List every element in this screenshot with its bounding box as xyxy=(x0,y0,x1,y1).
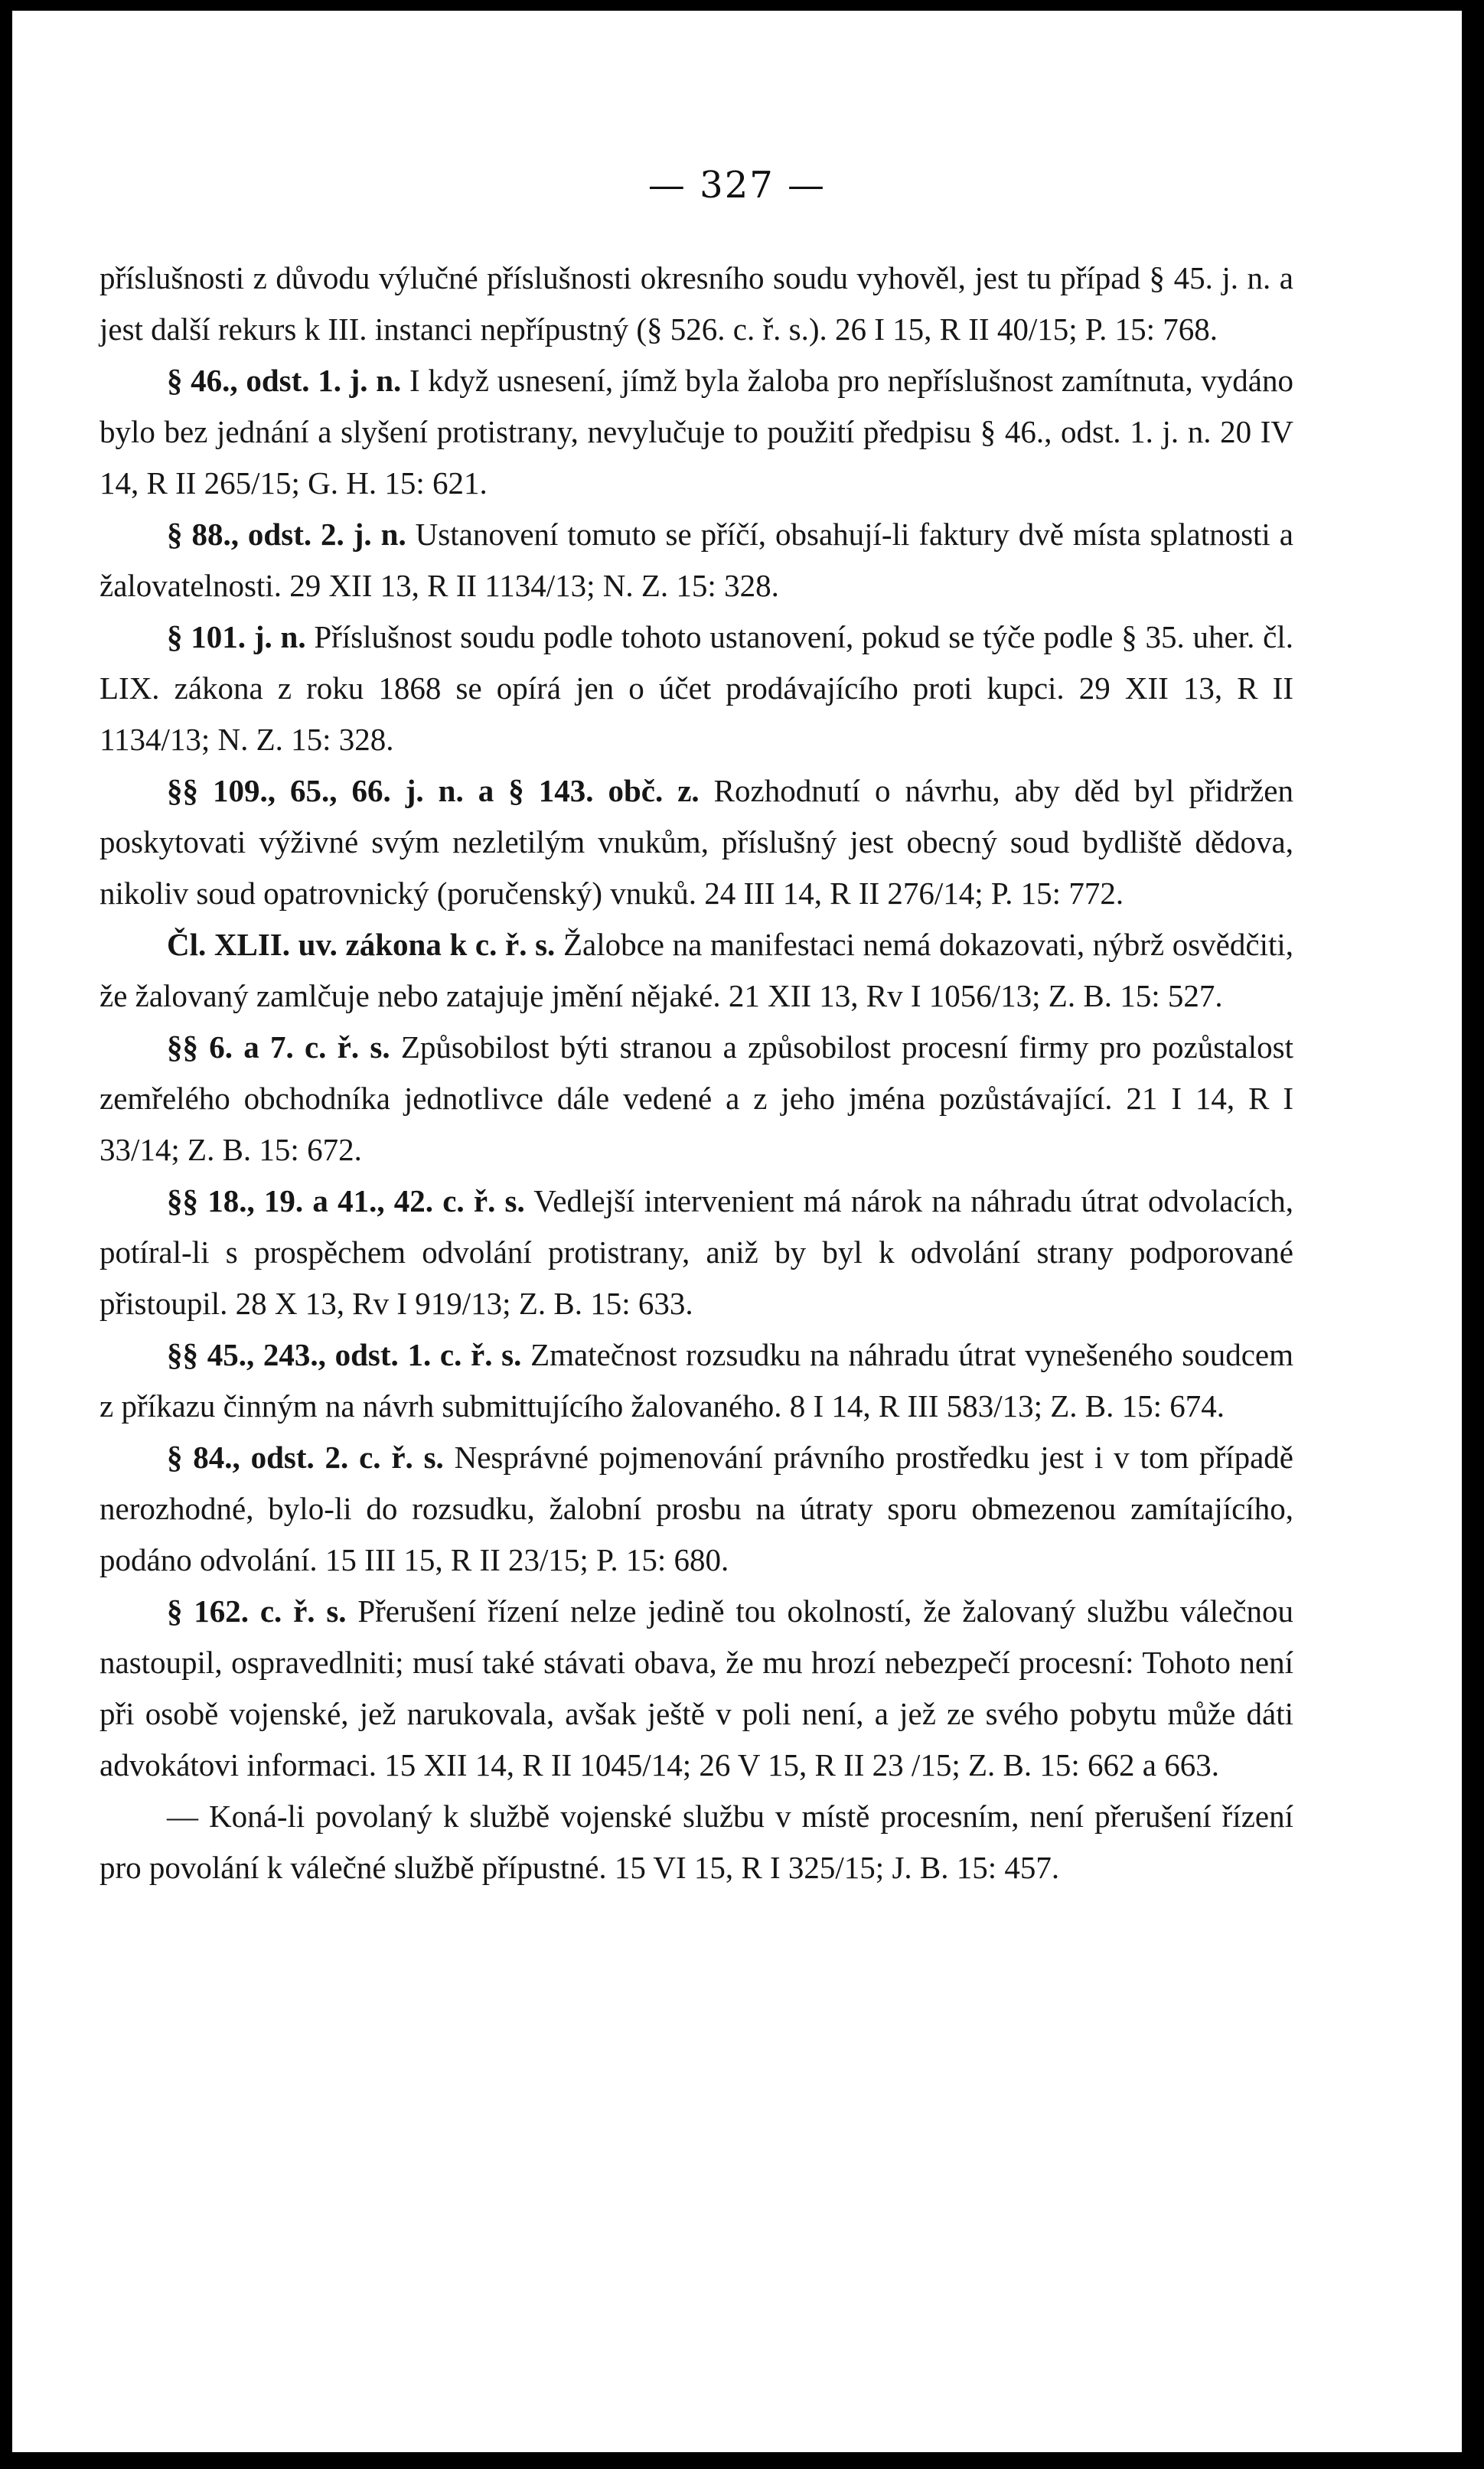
paragraph-text: Ustanovení tomuto se příčí, obsahují-li faktury dvě místa splatnosti a žalovatelnosti. 29 XII 13, R II 1134/13; N. Z. 15: 328. xyxy=(99,517,1293,603)
paragraph-text: Přerušení řízení nelze jedině tou okolností, že žalovaný službu válečnou nastoupil, ospravedlniti; musí také stávati obava, že mu hrozí nebezpečí procesní: Tohoto není při osobě vojenské, jež narukovala, avšak ještě v poli není, a jež ze svého pobytu může dáti advokátovi informaci. 15 XII 14, R II 1045/14; 26 V 15, R II 23 /15; Z. B. 15: 662 a 663. xyxy=(99,1593,1293,1782)
paragraph xyxy=(99,1586,1293,1791)
paragraph-heading: § 46., odst. 1. j. n. xyxy=(167,363,402,398)
paragraph-text: Způsobilost býti stranou a způsobilost procesní firmy pro pozůstalost zemřelého obchodníka jednotlivce dále vedené a z jeho jména pozůstávající. 21 I 14, R I 33/14; Z. B. 15: 672. xyxy=(99,1029,1293,1167)
paragraph xyxy=(99,765,1293,919)
paragraph xyxy=(99,1432,1293,1586)
paragraph-text: Rozhodnutí o návrhu, aby děd byl přidržen poskytovati výživné svým nezletilým vnukům, příslušný jest obecný soud bydliště dědova, nikoliv soud opatrovnický (poručenský) vnuků. 24 III 14, R II 276/14; P. 15: 772. xyxy=(99,773,1293,911)
paragraph-heading: § 88., odst. 2. j. n. xyxy=(167,517,406,552)
paragraph-heading: § 162. c. ř. s. xyxy=(167,1593,347,1629)
paragraph-text: příslušnosti z důvodu výlučné příslušnosti okresního soudu vyhověl, jest tu případ § 45. j. n. a jest další rekurs k III. instanci nepřípustný (§ 526. c. ř. s.). 26 I 15, R II 40/15; P. 15: 768. xyxy=(99,260,1293,347)
paragraph-text: Vedlejší intervenient má nárok na náhradu útrat odvolacích, potíral-li s prospěchem odvolání protistrany, aniž by byl k odvolání strany podporované přistoupil. 28 X 13, Rv I 919/13; Z. B. 15: 633. xyxy=(99,1183,1293,1321)
page-number: — 327 — xyxy=(647,164,827,207)
paragraph xyxy=(99,1791,1293,1893)
book-page xyxy=(12,11,1462,2452)
paragraph xyxy=(99,253,1293,355)
paragraph-heading: §§ 45., 243., odst. 1. c. ř. s. xyxy=(167,1337,522,1372)
paragraph xyxy=(99,919,1293,1022)
paragraph-text: Příslušnost soudu podle tohoto ustanovení, pokud se týče podle § 35. uher. čl. LIX. zákona z roku 1868 se opírá jen o účet prodávajícího proti kupci. 29 XII 13, R II 1134/13; N. Z. 15: 328. xyxy=(99,619,1293,757)
paragraph-heading: §§ 109., 65., 66. j. n. a § 143. obč. z. xyxy=(167,773,700,808)
paragraph-text: Zmatečnost rozsudku na náhradu útrat vynešeného soudcem z příkazu činným na návrh submittujícího žalovaného. 8 I 14, R III 583/13; Z. B. 15: 674. xyxy=(99,1337,1294,1424)
paragraph-text: Nesprávné pojmenování právního prostředku jest i v tom případě nerozhodné, bylo-li do rozsudku, žalobní prosbu na útraty sporu obmezenou zamítajícího, podáno odvolání. 15 III 15, R II 23/15; P. 15: 680. xyxy=(99,1440,1293,1577)
paragraph-heading: §§ 18., 19. a 41., 42. c. ř. s. xyxy=(167,1183,525,1218)
paragraph xyxy=(99,1022,1293,1176)
paragraph xyxy=(99,612,1293,765)
paragraph xyxy=(99,509,1293,612)
paragraph xyxy=(99,1329,1293,1432)
paragraph-text: — Koná-li povolaný k službě vojenské službu v místě procesním, není přerušení řízení pro povolání k válečné službě přípustné. 15 VI 15, R I 325/15; J. B. 15: 457. xyxy=(99,1799,1293,1885)
paragraph-text: Žalobce na manifestaci nemá dokazovati, nýbrž osvědčiti, že žalovaný zamlčuje nebo zatajuje jmění nějaké. 21 XII 13, Rv I 1056/13; Z. B. 15: 527. xyxy=(99,927,1293,1013)
page-body xyxy=(99,253,1293,1893)
paragraph xyxy=(99,1176,1293,1329)
paragraph-heading: §§ 6. a 7. c. ř. s. xyxy=(167,1029,390,1065)
paragraph-heading: § 101. j. n. xyxy=(167,619,306,654)
paragraph xyxy=(99,355,1293,509)
paragraph-heading: § 84., odst. 2. c. ř. s. xyxy=(167,1440,444,1475)
paragraph-text: I když usnesení, jímž byla žaloba pro nepříslušnost zamítnuta, vydáno bylo bez jednání a slyšení protistrany, nevylučuje to použití předpisu § 46., odst. 1. j. n. 20 IV 14, R II 265/15; G. H. 15: 621. xyxy=(99,363,1293,501)
paragraph-heading: Čl. XLII. uv. zákona k c. ř. s. xyxy=(167,927,556,962)
